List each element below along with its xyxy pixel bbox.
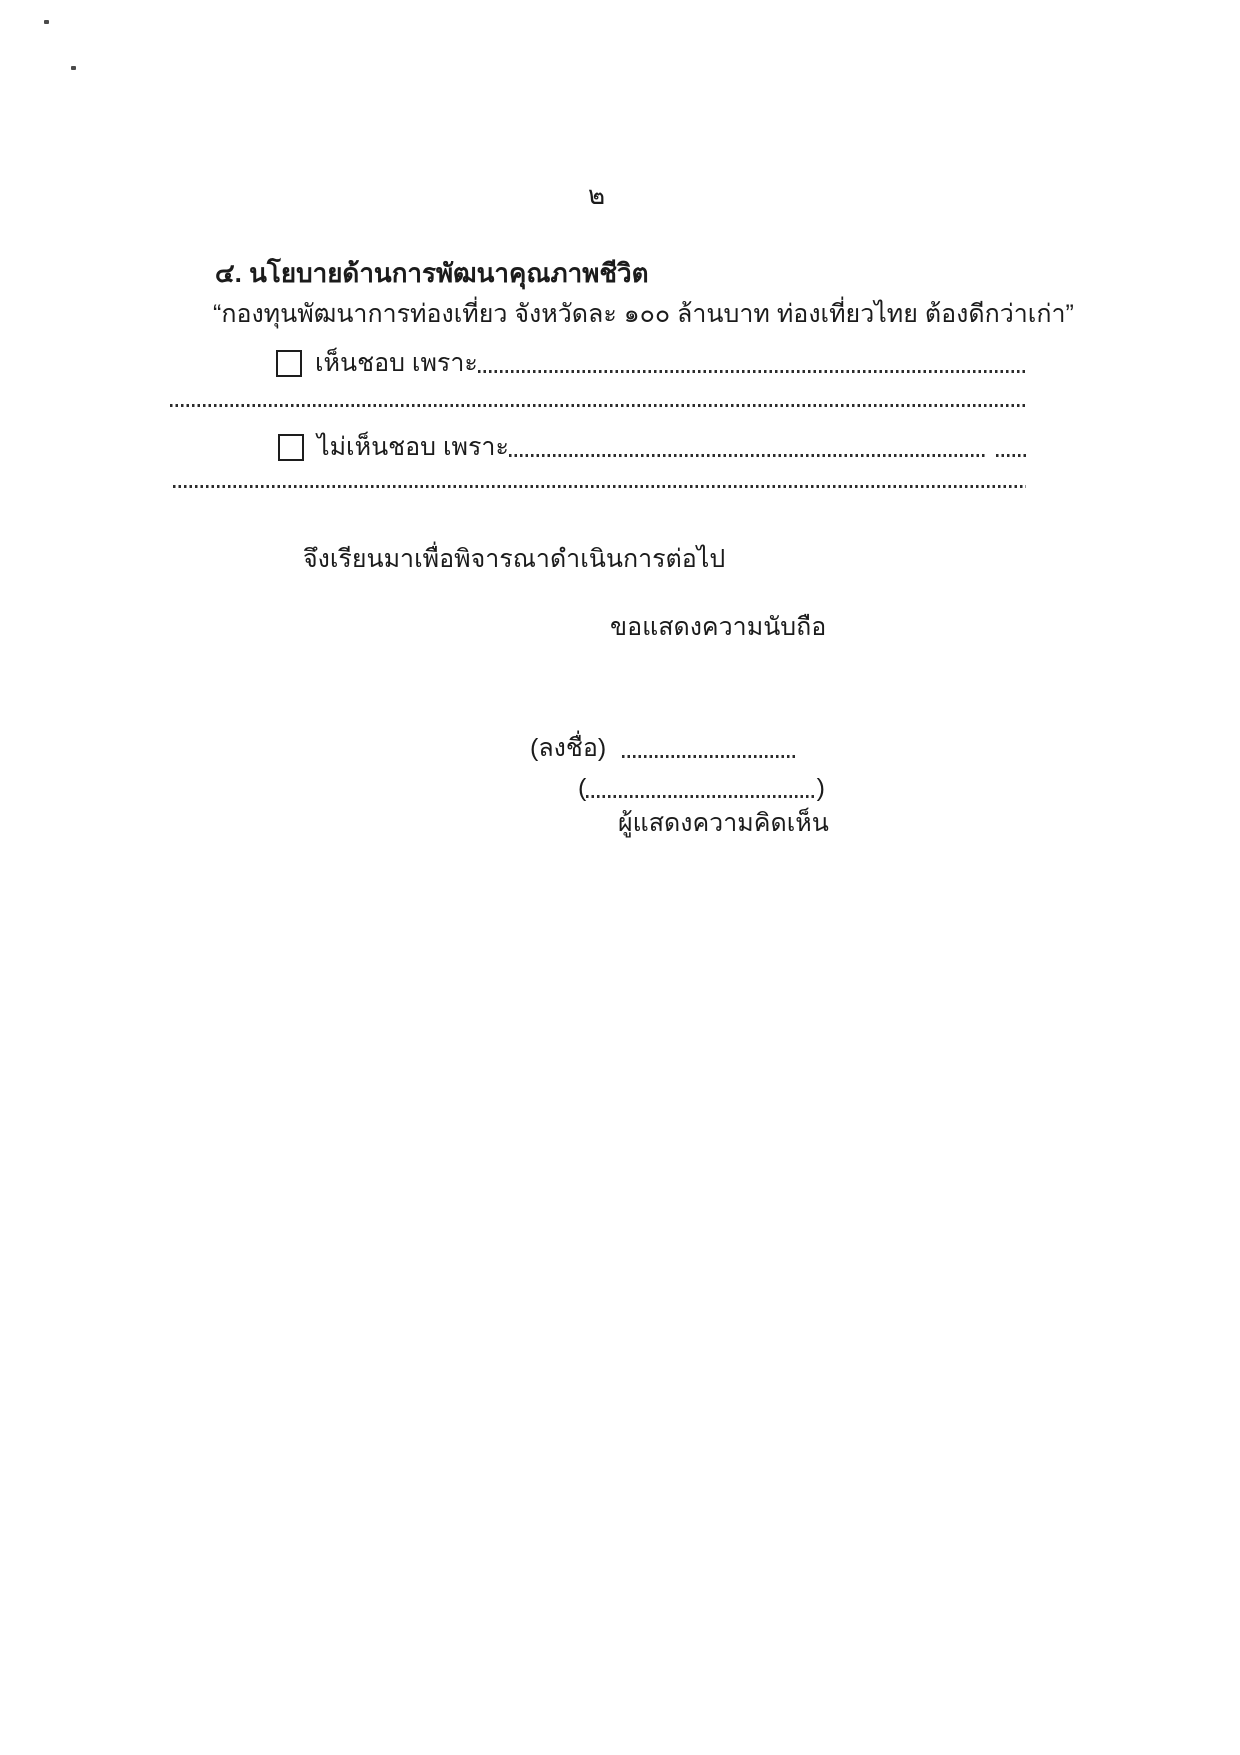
- dotted-fill-line: [170, 404, 1026, 407]
- dotted-fill-line: [478, 370, 1026, 373]
- signer-title: ผู้แสดงความคิดเห็น: [618, 809, 829, 837]
- closing-line: จึงเรียนมาเพื่อพิจารณาดำเนินการต่อไป: [303, 545, 726, 573]
- scan-artifact-dot: [71, 66, 76, 70]
- page-number: ๒: [588, 180, 606, 210]
- agree-option-label: เห็นชอบ เพราะ: [315, 349, 478, 377]
- scan-artifact-dot: [44, 20, 49, 24]
- open-paren: (: [578, 774, 587, 802]
- sign-label: (ลงชื่อ): [530, 734, 607, 762]
- name-dotted-line: [586, 795, 816, 798]
- dotted-fill-line: [996, 454, 1026, 457]
- policy-quote: “กองทุนพัฒนาการท่องเที่ยว จังหวัดละ ๑๐๐ ล้านบาท ท่องเที่ยวไทย ต้องดีกว่าเก่า”: [213, 300, 1074, 328]
- close-paren: ): [816, 774, 825, 802]
- disagree-option-label: ไม่เห็นชอบ เพราะ: [317, 433, 509, 461]
- signature-row: [530, 729, 798, 765]
- section-heading: ๔. นโยบายด้านการพัฒนาคุณภาพชีวิต: [215, 258, 649, 288]
- agree-checkbox[interactable]: [276, 350, 302, 377]
- signer-name-row: [578, 769, 825, 805]
- signature-dotted-line: [622, 755, 798, 758]
- dotted-fill-line: [173, 485, 1026, 488]
- disagree-checkbox[interactable]: [278, 434, 304, 461]
- disagree-option-row: [278, 428, 1026, 464]
- agree-option-row: [276, 344, 1026, 380]
- salutation: ขอแสดงความนับถือ: [610, 613, 827, 641]
- dotted-fill-line: [509, 454, 987, 457]
